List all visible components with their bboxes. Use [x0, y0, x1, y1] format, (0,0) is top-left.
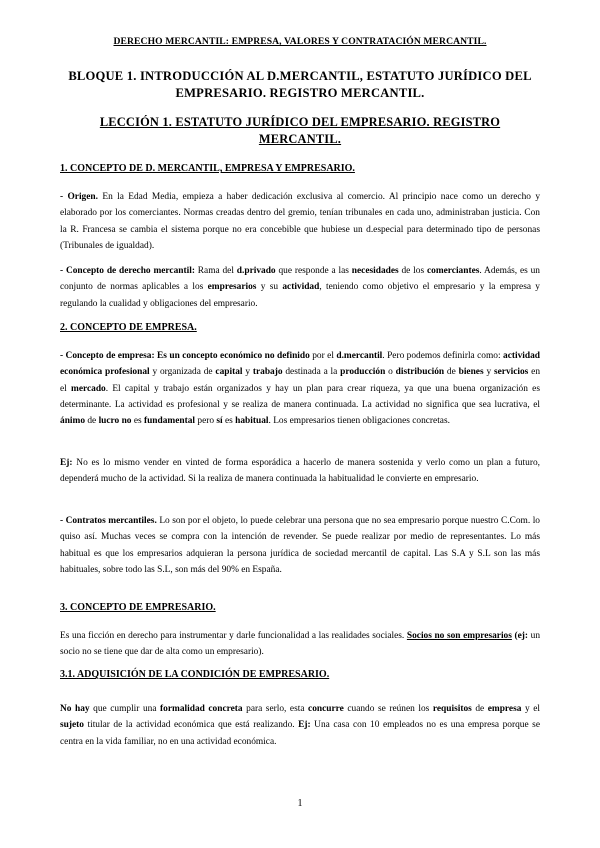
paragraph-lead: - Origen. — [60, 192, 98, 202]
text-run: Una casa con 10 empleados no es una empresa porque se centra en la vida familiar, no en una actividad económica. — [60, 720, 540, 747]
paragraph-lead: Ej: — [60, 458, 73, 468]
text-run: y — [483, 367, 494, 378]
paragraph-text: Lo son por el objeto, lo puede celebrar una persona que no sea empresario porque nuestro C.Com. lo quiso así. Muchas veces se compra con la intención de revender. Se puede realizar por medio de representantes. Lo más habitual es que los empresarios adquieran la persona jurídica de sociedad mercantil de capital. Las S.A y S.L son las más habituales, sobre todo las S.L, son más del 90% en España. — [60, 516, 540, 575]
bold-term: servicios — [493, 367, 529, 378]
text-run: . Los empresarios tienen obligaciones concretas. — [268, 416, 450, 427]
subsection-heading-3-1 — [60, 669, 540, 680]
text-run: . El capital y trabajo están organizados y hay un plan para crear riqueza, ya que una buena organización es determinante. La actividad es profesional y se realiza de manera continuada. La actividad no significa que sea lucrativa, el — [60, 383, 540, 410]
text-run: y organizada de — [149, 367, 216, 378]
text-run: pero — [195, 416, 217, 427]
bold-term: d.privado — [236, 266, 276, 276]
bold-term: empresarios — [207, 282, 257, 293]
paragraph-text: No es lo mismo vender en vinted de forma esporádica a hacerlo de manera sostenida y verlo como un plan a futuro, dependerá mucho de la actividad. Si la realiza de manera continuada la habitualidad le convierte en empresario. — [60, 458, 540, 485]
bold-term: concurre — [308, 704, 344, 714]
text-run: que cumplir una — [89, 704, 161, 714]
text-run: . Además, es un conjunto de normas aplicables a los — [60, 266, 540, 293]
page-number: 1 — [297, 798, 303, 809]
bold-term: necesidades — [351, 266, 399, 276]
bold-term: sujeto — [60, 720, 84, 731]
paragraph-origen — [60, 189, 540, 254]
bold-term: requisitos — [432, 704, 472, 714]
paragraph-concepto-empresa — [60, 348, 540, 429]
paragraph-text: En la Edad Media, empieza a haber dedicación exclusiva al comercio. Al principio nace como un derecho y elaborado por los comerciantes. Normas creadas dentro del gremio, tenían tribunales en cada uno, administraban justicia. Con la R. Francesa se cambia el sistema porque no era concebible que hubiese un d.especial para determinado tipo de personas (Tribunales de igualdad). — [60, 192, 541, 251]
bold-term: bienes — [458, 367, 484, 378]
bold-term: sí — [216, 416, 223, 427]
text-run: un socio no se tiene que dar de alta como un empresario). — [60, 631, 541, 658]
section-heading-2: 2. CONCEPTO DE EMPRESA. — [60, 322, 197, 333]
lesson-title: LECCIÓN 1. ESTATUTO JURÍDICO DEL EMPRESARIO. REGISTRO MERCANTIL. — [99, 115, 501, 146]
document-title: DERECHO MERCANTIL: EMPRESA, VALORES Y CONTRATACIÓN MERCANTIL. — [113, 36, 487, 47]
bold-term: distribución — [395, 367, 445, 378]
bold-term: actividad económica profesional — [60, 351, 540, 378]
text-run: o — [385, 367, 396, 378]
text-run: por el — [309, 351, 337, 361]
text-run: de — [444, 367, 459, 378]
bold-term: No hay — [60, 704, 90, 714]
text-run: de — [85, 416, 99, 427]
bold-term: comerciantes — [426, 266, 480, 276]
bold-term: actividad — [282, 282, 320, 293]
text-run: y su — [256, 282, 283, 293]
paragraph-concepto-derecho-mercantil — [60, 263, 540, 312]
paragraph-ejemplo-vinted — [60, 455, 540, 488]
subsection-heading-text: 3.1. ADQUISICIÓN DE LA CONDICIÓN DE EMPRESARIO. — [60, 669, 330, 680]
text-run: para serlo, esta — [242, 704, 309, 714]
bold-term: (ej: — [514, 631, 529, 641]
paragraph-lead: - Concepto de empresa: Es un concepto económico no definido — [60, 351, 310, 361]
paragraph-concepto-empresario — [60, 628, 540, 661]
text-run: y el — [521, 704, 540, 714]
bold-term: d.mercantil — [336, 351, 383, 361]
bold-term: producción — [340, 367, 386, 378]
text-run: es — [131, 416, 144, 427]
text-run: destinada a la — [282, 367, 341, 378]
bold-term: habitual — [235, 416, 269, 427]
text-run: titular de la actividad económica que está realizando. — [83, 720, 299, 731]
bold-term: ánimo — [60, 416, 86, 427]
text-run: cuando se reúnen los — [343, 704, 433, 714]
bold-term: capital — [215, 367, 243, 378]
text-run: es — [222, 416, 236, 427]
bold-term: fundamental — [143, 416, 196, 427]
text-run: de los — [398, 266, 427, 276]
paragraph-adquisicion — [60, 701, 540, 750]
bold-term: empresa — [487, 704, 522, 714]
text-run: Rama del — [194, 266, 237, 276]
block-title: BLOQUE 1. INTRODUCCIÓN AL D.MERCANTIL, ESTATUTO JURÍDICO DEL EMPRESARIO. REGISTRO MERCANTIL. — [68, 69, 532, 100]
text-run: que responde a las — [275, 266, 352, 276]
paragraph-text: Es una ficción en derecho para instrumentar y darle funcionalidad a las realidades sociales. — [60, 631, 407, 641]
section-heading-1: 1. CONCEPTO DE D. MERCANTIL, EMPRESA Y EMPRESARIO. — [60, 163, 355, 174]
bold-term: mercado — [71, 383, 106, 394]
bold-term: trabajo — [252, 367, 283, 378]
text-run: , teniendo como objetivo el empresario y la empresa y regulando la cualidad y obligaciones del empresario. — [60, 282, 540, 309]
paragraph-contratos-mercantiles — [60, 513, 540, 578]
bold-underlined-term: Socios no son empresarios — [406, 631, 512, 641]
text-run: en el — [60, 367, 541, 394]
text-run: de — [471, 704, 488, 714]
section-heading-3: 3. CONCEPTO DE EMPRESARIO. — [60, 602, 216, 613]
text-run: . Pero podemos definirla como: — [382, 351, 504, 361]
bold-term: Ej: — [298, 720, 311, 731]
paragraph-lead: - Contratos mercantiles. — [60, 516, 157, 526]
text-run: y — [242, 367, 253, 378]
bold-term: lucro no — [98, 416, 132, 427]
paragraph-lead: - Concepto de derecho mercantil: — [60, 266, 195, 276]
bold-term: formalidad concreta — [160, 704, 243, 714]
